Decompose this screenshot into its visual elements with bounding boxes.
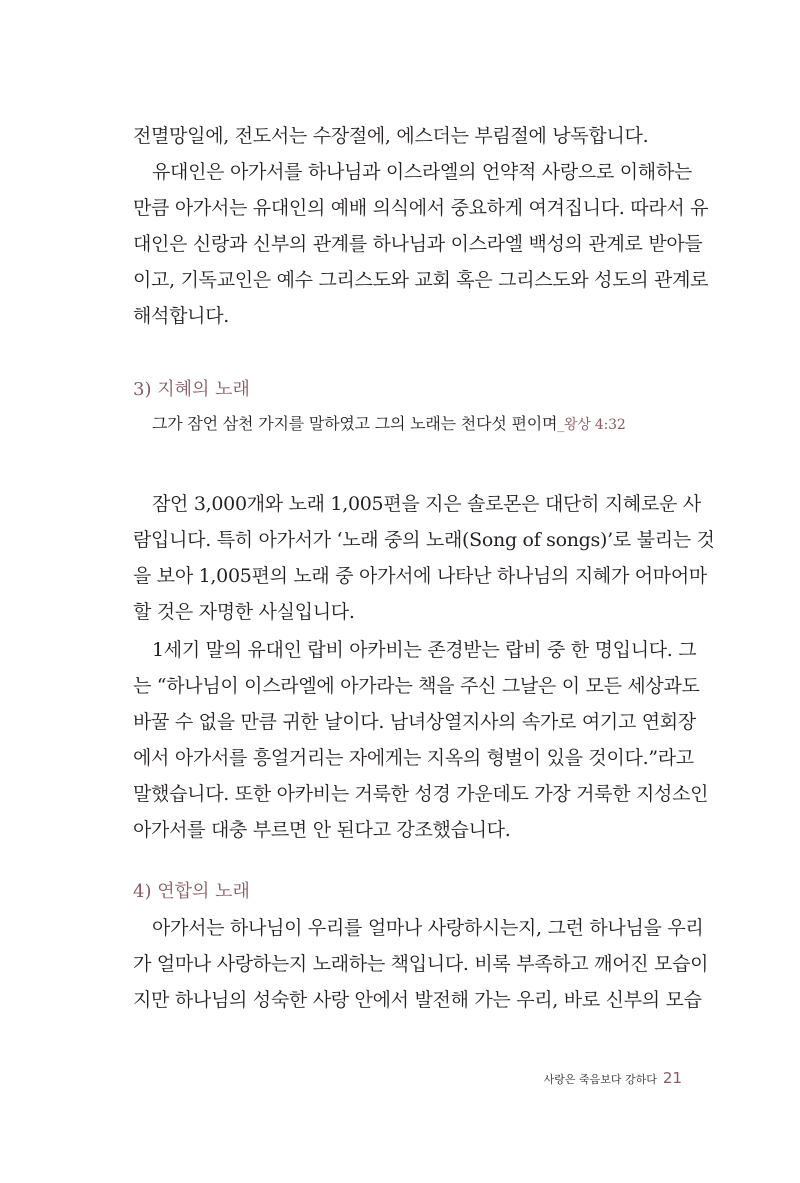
body-line: 에서 아가서를 흥얼거리는 자에게는 지옥의 형벌이 있을 것이다.”라고	[133, 747, 694, 769]
body-line: 만큼 아가서는 유대인의 예배 의식에서 중요하게 여겨집니다. 따라서 유	[133, 197, 709, 219]
page-number: 21	[662, 1069, 682, 1087]
body-line: 전멸망일에, 전도서는 수장절에, 에스더는 부림절에 낭독합니다.	[133, 125, 649, 147]
body-line: 지만 하나님의 성숙한 사랑 안에서 발전해 가는 우리, 바로 신부의 모습	[133, 989, 702, 1011]
body-line: 이고, 기독교인은 예수 그리스도와 교회 혹은 그리스도와 성도의 관계로	[133, 269, 709, 291]
scripture-quote	[152, 413, 626, 436]
body-line: 할 것은 자명한 사실입니다.	[133, 601, 355, 623]
body-line: 아가서는 하나님이 우리를 얼마나 사랑하시는지, 그런 하나님을 우리	[152, 917, 704, 939]
running-title: 사랑은 죽음보다 강하다	[543, 1073, 657, 1086]
body-line: 말했습니다. 또한 아카비는 거룩한 성경 가운데도 가장 거룩한 지성소인	[133, 783, 709, 805]
page-footer	[544, 1068, 682, 1090]
body-line: 잠언 3,000개와 노래 1,005편을 지은 솔로몬은 대단히 지혜로운 사	[152, 493, 701, 515]
section-heading: 4) 연합의 노래	[133, 881, 250, 902]
body-line: 을 보아 1,005편의 노래 중 아가서에 나타난 하나님의 지혜가 어마어마	[133, 565, 707, 587]
body-line: 해석합니다.	[133, 305, 230, 327]
quote-text: 그가 잠언 삼천 가지를 말하였고 그의 노래는 천다섯 편이며	[152, 414, 558, 433]
quote-reference: _왕상 4:32	[557, 417, 626, 433]
body-line: 유대인은 아가서를 하나님과 이스라엘의 언약적 사랑으로 이해하는	[152, 161, 692, 183]
body-line: 대인은 신랑과 신부의 관계를 하나님과 이스라엘 백성의 관계로 받아들	[133, 233, 703, 255]
body-line: 바꿀 수 없을 만큼 귀한 날이다. 남녀상열지사의 속가로 여기고 연회장	[133, 711, 696, 733]
body-line: 가 얼마나 사랑하는지 노래하는 책입니다. 비록 부족하고 깨어진 모습이	[133, 953, 709, 975]
body-line: 1세기 말의 유대인 랍비 아카비는 존경받는 랍비 중 한 명입니다. 그	[152, 639, 697, 661]
body-line: 람입니다. 특히 아가서가 ‘노래 중의 노래(Song of songs)’로 불리는 것	[133, 529, 715, 551]
section-heading: 3) 지혜의 노래	[133, 379, 250, 400]
body-line: 는 “하나님이 이스라엘에 아가라는 책을 주신 그날은 이 모든 세상과도	[133, 675, 700, 697]
body-line: 아가서를 대충 부르면 안 된다고 강조했습니다.	[133, 819, 511, 841]
